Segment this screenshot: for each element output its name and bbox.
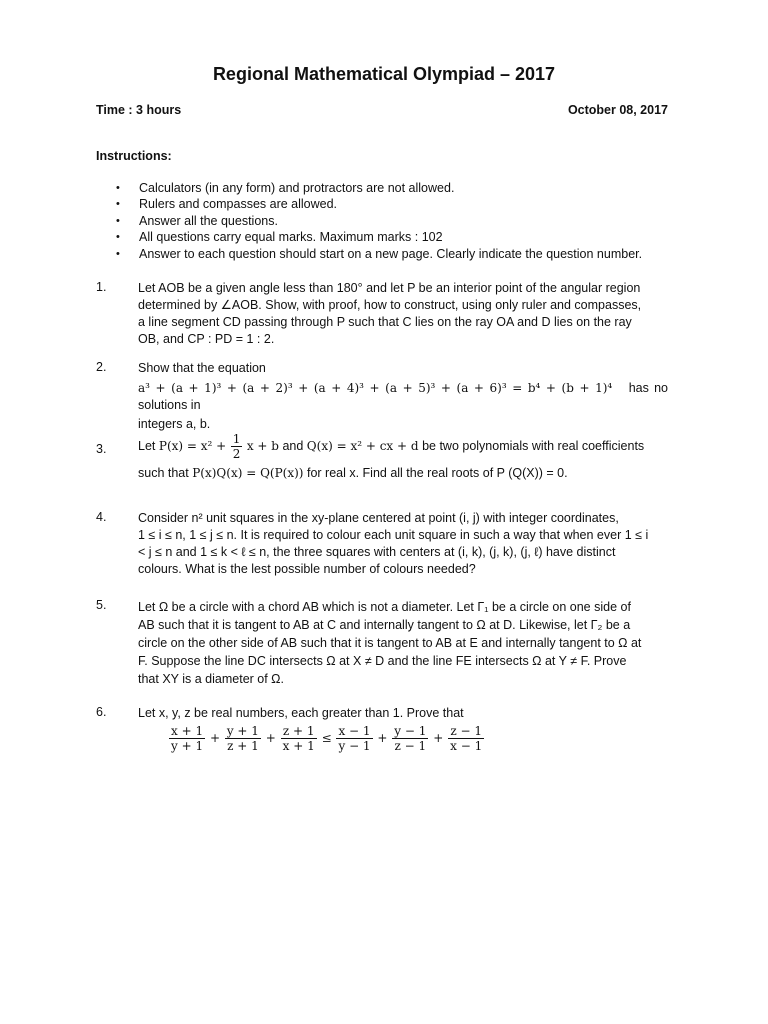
question-text: Let P(x) = x² + $\frac{1}{2}$ x + b and Q(x) = x² + cx + d be two polynomials with real coefficients such that P(x)Q(x) = Q(P(x)) for real x. Find all the real roots of P (Q(X)) = 0. <box>138 432 645 480</box>
inequality: $\frac{x + 1}{y + 1}$ + $\frac{y + 1}{z + 1}$ + $\frac{z + 1}{x + 1}$ ≤ $\frac{x - 1}{y - 1}$ + $\frac{y - 1}{z - 1}$ + $\frac{z - 1}{x - 1}$ <box>171 724 483 753</box>
question-text: Show that the equation a³ + (a + 1)³ + (a + 2)³ + (a + 4)³ + (a + 5)³ + (a + 6)³ = b⁴ + (b + 1)⁴ has no solutions in integers a, b. <box>138 361 668 431</box>
bullet-icon: • <box>116 231 120 244</box>
question-number: 1. <box>96 280 107 294</box>
exam-meta <box>96 103 668 117</box>
list-item: • Answer to each question should start on a new page. Clearly indicate the question number. <box>116 246 643 261</box>
exam-duration: Time : 3 hours <box>96 103 182 117</box>
instructions-heading: Instructions: <box>96 149 172 163</box>
fraction: $\frac{y + 1}{z + 1}$ <box>226 724 259 753</box>
list-item: • Answer all the questions. <box>116 213 278 228</box>
bullet-icon: • <box>116 247 120 260</box>
question-number: 5. <box>96 598 107 612</box>
fraction: $\frac{x + 1}{y + 1}$ <box>171 724 204 753</box>
fraction: $\frac{x - 1}{y - 1}$ <box>338 724 371 753</box>
question-number: 4. <box>96 510 107 524</box>
fraction: $\frac{y - 1}{z - 1}$ <box>394 724 427 753</box>
equation: P(x)Q(x) = Q(P(x)) <box>192 466 304 480</box>
question-text: Let Ω be a circle with a chord AB which is not a diameter. Let Γ₁ be a circle on one side of AB such that it is tangent to AB at C and internally tangent to Ω at D. Likewise, let Γ₂ be a circle on the other side of AB such that it is tangent to AB at E and internally tangent to Ω at F. Suppose the line DC intersects Ω at X ≠ D and the line FE intersects Ω at Y ≠ F. Prove that XY is a diameter of Ω. <box>138 600 642 686</box>
question-text: Let AOB be a given angle less than 180° and let P be an interior point of the angular region determined by ∠AOB. Show, with proof, how to construct, using only ruler and compasses, a line segment CD passing through P such that C lies on the ray OA and D lies on the ray OB, and CP : PD = 1 : 2. <box>138 281 642 346</box>
question-number: 2. <box>96 360 107 374</box>
instructions-list <box>114 180 674 262</box>
exam-date: October 08, 2017 <box>567 103 668 117</box>
question-text: Consider n² unit squares in the xy-plane centered at point (i, j) with integer coordinates, 1 ≤ i ≤ n, 1 ≤ j ≤ n. It is required to colour each unit square in such a way that when ever 1 ≤ i < j ≤ n and 1 ≤ k < ℓ ≤ n, the three squares with centers at (i, k), (j, k), (j, ℓ) have distinct colours. What is the lest possible number of colours needed? <box>138 511 649 576</box>
question-text: Let x, y, z be real numbers, each greater than 1. Prove that $\frac{x + 1}{y + 1}$ + $\frac{y + 1}{z + 1}$ + $\frac{z + 1}{x + 1}$ ≤ $\frac{x - 1}{y - 1}$ + $\frac{y - 1}{z - 1}$ + $\frac{z - 1}{x - 1}$ <box>138 705 668 753</box>
list-item: • Calculators (in any form) and protractors are not allowed. <box>116 181 455 195</box>
bullet-icon: • <box>116 182 120 194</box>
equation: a³ + (a + 1)³ + (a + 2)³ + (a + 4)³ + (a + 5)³ + (a + 6)³ = b⁴ + (b + 1)⁴ <box>138 381 613 395</box>
page-title: Regional Mathematical Olympiad – 2017 <box>212 64 556 84</box>
question-number: 3. <box>96 442 107 456</box>
list-item: • All questions carry equal marks. Maximum marks : 102 <box>116 230 443 245</box>
bullet-icon: • <box>116 198 120 211</box>
list-item: • Rulers and compasses are allowed. <box>116 197 338 212</box>
fraction: $\frac{z + 1}{x + 1}$ <box>282 724 315 753</box>
bullet-icon: • <box>116 214 120 227</box>
fraction: $\frac{z - 1}{x - 1}$ <box>450 724 483 753</box>
fraction: $\frac{1}{2}$ <box>232 432 241 461</box>
question-number: 6. <box>96 705 107 719</box>
